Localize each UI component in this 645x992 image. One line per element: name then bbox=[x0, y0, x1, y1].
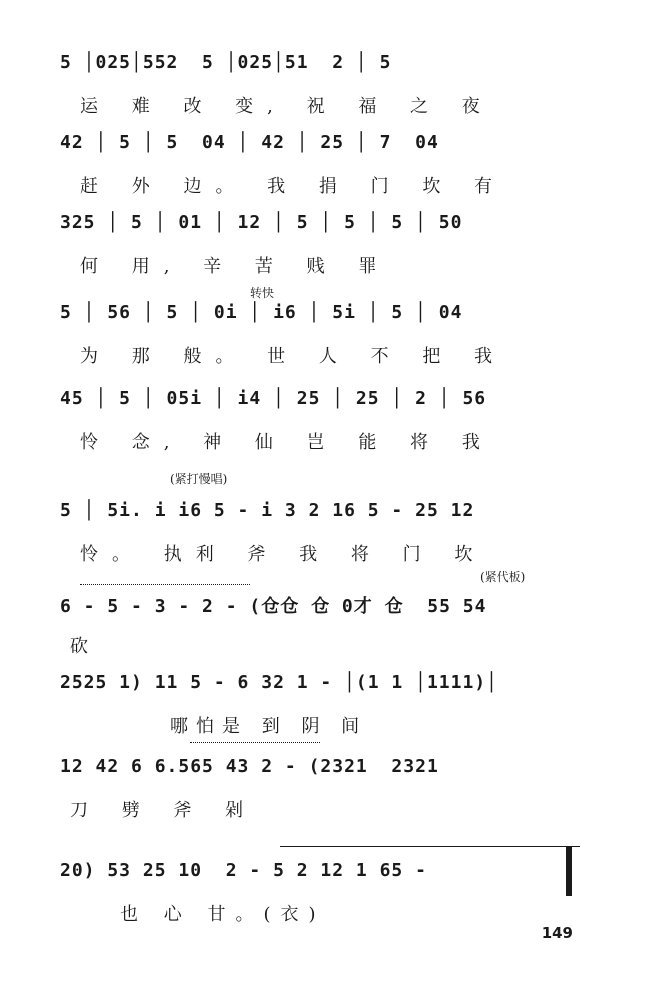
notation-row: 5 │025│552 5 │025│51 2 │ 5 bbox=[60, 52, 392, 73]
extension-line bbox=[280, 846, 550, 847]
tempo-marking: 转快 bbox=[250, 286, 275, 300]
notation-row: 45 │ 5 │ 05i │ i4 │ 25 │ 25 │ 2 │ 56 bbox=[60, 388, 487, 409]
fermata-extension-line bbox=[190, 742, 320, 743]
notation-row: 325 │ 5 │ 01 │ 12 │ 5 │ 5 │ 5 │ 50 bbox=[60, 212, 463, 233]
notation-row: 5 │ 56 │ 5 │ 0i │ i6 │ 5i │ 5 │ 04 bbox=[60, 302, 463, 323]
lyric-row: 砍 bbox=[70, 636, 102, 657]
lyric-row: 哪怕是 到 阴 间 bbox=[170, 716, 368, 737]
fermata-extension-line bbox=[80, 584, 250, 585]
page-number: 149 bbox=[541, 924, 573, 942]
notation-row: 2525 1) 11 5 - 6 32 1 - │(1 1 │1111)│ bbox=[60, 672, 498, 693]
final-barline-cap bbox=[550, 846, 580, 847]
lyric-row: 怜 念, 神 仙 岂 能 将 我 bbox=[80, 432, 494, 453]
final-barline bbox=[566, 846, 572, 896]
lyric-row: 刀 劈 斧 剁 bbox=[70, 800, 258, 821]
lyric-row: 怜。 执利 斧 我 将 门 坎 bbox=[80, 544, 487, 565]
lyric-row: 也 心 甘。(衣) bbox=[120, 904, 326, 925]
notation-row: 6 - 5 - 3 - 2 - (仓仓 仓 0才 仓 55 54 bbox=[60, 596, 487, 617]
notation-row: 5 │ 5i. i i6 5 - i 3 2 16 5 - 25 12 bbox=[60, 500, 475, 521]
notation-row: 12 42 6 6.565 43 2 - (2321 2321 bbox=[60, 756, 439, 777]
lyric-row: 何 用, 辛 苦 贱 罪 bbox=[80, 256, 391, 277]
notation-row: 42 │ 5 │ 5 04 │ 42 │ 25 │ 7 04 bbox=[60, 132, 439, 153]
lyric-row: 赶 外 边。 我 捐 门 坎 有 bbox=[80, 176, 507, 197]
lyric-row: 运 难 改 变, 祝 福 之 夜 bbox=[80, 96, 494, 117]
lyric-row: 为 那 般。 世 人 不 把 我 bbox=[80, 346, 507, 367]
tempo-marking: (紧打慢唱) bbox=[170, 472, 228, 486]
notation-row: 20) 53 25 10 2 - 5 2 12 1 65 - bbox=[60, 860, 427, 881]
tempo-marking: (紧代板) bbox=[480, 570, 526, 584]
